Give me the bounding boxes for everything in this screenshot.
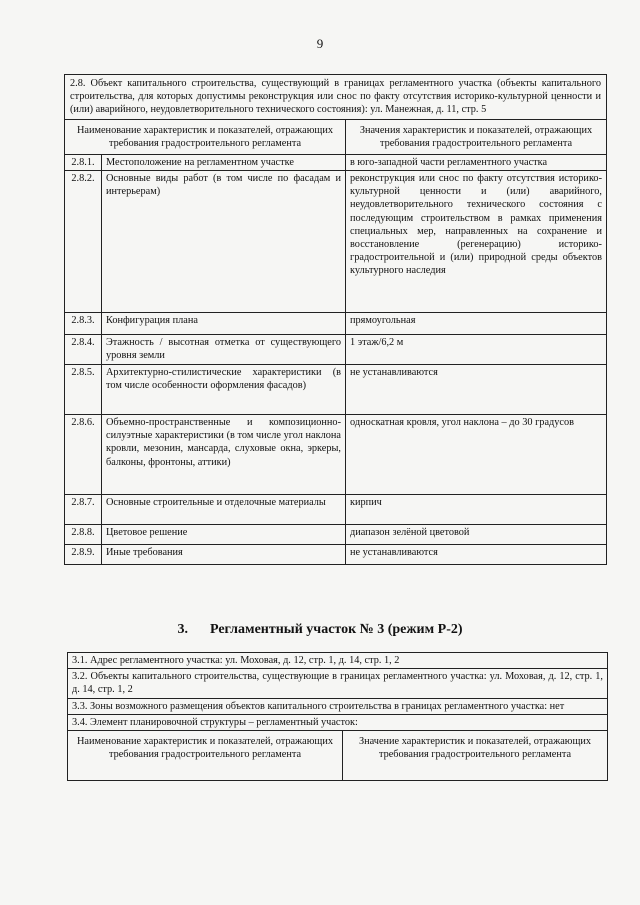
table-header-row xyxy=(68,730,608,780)
row-value: кирпич xyxy=(346,495,607,525)
page-number: 9 xyxy=(316,36,324,51)
section-number: 3. xyxy=(177,622,188,637)
info-item: 3.1. Адрес регламентного участка: ул. Моховая, д. 12, стр. 1, д. 14, стр. 1, 2 xyxy=(68,653,608,669)
table-row xyxy=(65,545,607,565)
table-intro-cell: 2.8. Объект капитального строительства, существующий в границах регламентного участка (объекты капитального строительства, для которых допустимы реконструкция или снос по факту отсутствия историко-культурной ценности и (или) аварийного, неудовлетворительного технического состояния): ул. Манежная, д. 11, стр. 5 xyxy=(65,75,607,120)
table-row xyxy=(65,171,607,313)
row-number: 2.8.8. xyxy=(65,525,102,545)
row-number: 2.8.7. xyxy=(65,495,102,525)
header-characteristics: Наименование характеристик и показателей, отражающих требования градостроительного регламента xyxy=(65,119,346,154)
header-values: Значения характеристик и показателей, отражающих требования градостроительного регламента xyxy=(346,119,607,154)
row-number: 2.8.6. xyxy=(65,415,102,495)
info-row xyxy=(68,714,608,730)
row-value: прямоугольная xyxy=(346,313,607,335)
row-value: не устанавливаются xyxy=(346,545,607,565)
table-row xyxy=(65,525,607,545)
regulation-table-3 xyxy=(67,652,608,781)
section-title: Регламентный участок № 3 (режим Р-2) xyxy=(209,622,463,637)
row-value: односкатная кровля, угол наклона – до 30 градусов xyxy=(346,415,607,495)
row-name: Основные строительные и отделочные материалы xyxy=(102,495,346,525)
table-row xyxy=(65,335,607,365)
table-header-row xyxy=(65,119,607,154)
row-value: в юго-западной части регламентного участка xyxy=(346,154,607,170)
info-item: 3.3. Зоны возможного размещения объектов капитального строительства в границах регламентного участка: нет xyxy=(68,698,608,714)
header-characteristics: Наименование характеристик и показателей, отражающих требования градостроительного регламента xyxy=(68,730,343,780)
table-intro-row xyxy=(65,75,607,120)
table-row xyxy=(65,415,607,495)
row-number: 2.8.9. xyxy=(65,545,102,565)
row-name: Иные требования xyxy=(102,545,346,565)
row-name: Архитектурно-стилистические характеристики (в том числе особенности оформления фасадов) xyxy=(102,365,346,415)
info-item: 3.2. Объекты капитального строительства, существующие в границах регламентного участка: ул. Моховая, д. 12, стр. 1, д. 14, стр. 1, 2 xyxy=(68,669,608,698)
info-item: 3.4. Элемент планировочной структуры – регламентный участок: xyxy=(68,714,608,730)
info-row xyxy=(68,669,608,698)
table-row xyxy=(65,495,607,525)
header-values: Значение характеристик и показателей, отражающих требования градостроительного регламента xyxy=(343,730,608,780)
table-row xyxy=(65,154,607,170)
section-heading xyxy=(0,622,640,638)
info-row xyxy=(68,653,608,669)
row-name: Конфигурация плана xyxy=(102,313,346,335)
row-value: диапазон зелёной цветовой xyxy=(346,525,607,545)
row-name: Объемно-пространственные и композиционно-силуэтные характеристики (в том числе угол наклона кровли, мезонин, мансарда, слуховые окна, эркеры, балконы, фронтоны, аттики) xyxy=(102,415,346,495)
row-name: Местоположение на регламентном участке xyxy=(102,154,346,170)
row-number: 2.8.5. xyxy=(65,365,102,415)
row-value: не устанавливаются xyxy=(346,365,607,415)
row-name: Этажность / высотная отметка от существующего уровня земли xyxy=(102,335,346,365)
info-row xyxy=(68,698,608,714)
regulation-table-2-8 xyxy=(64,74,607,565)
row-number: 2.8.4. xyxy=(65,335,102,365)
row-number: 2.8.2. xyxy=(65,171,102,313)
table-row xyxy=(65,365,607,415)
row-number: 2.8.3. xyxy=(65,313,102,335)
row-name: Основные виды работ (в том числе по фасадам и интерьерам) xyxy=(102,171,346,313)
row-value: реконструкция или снос по факту отсутствия историко-культурной ценности и (или) аварийного, неудовлетворительного технического состояния с последующим строительством в рамках применения специальных мер, направленных на сохранение и восстановление (регенерацию) историко-градостроительной и (или) природной среды объектов культурного наследия xyxy=(346,171,607,313)
table-row xyxy=(65,313,607,335)
row-value: 1 этаж/6,2 м xyxy=(346,335,607,365)
row-number: 2.8.1. xyxy=(65,154,102,170)
row-name: Цветовое решение xyxy=(102,525,346,545)
